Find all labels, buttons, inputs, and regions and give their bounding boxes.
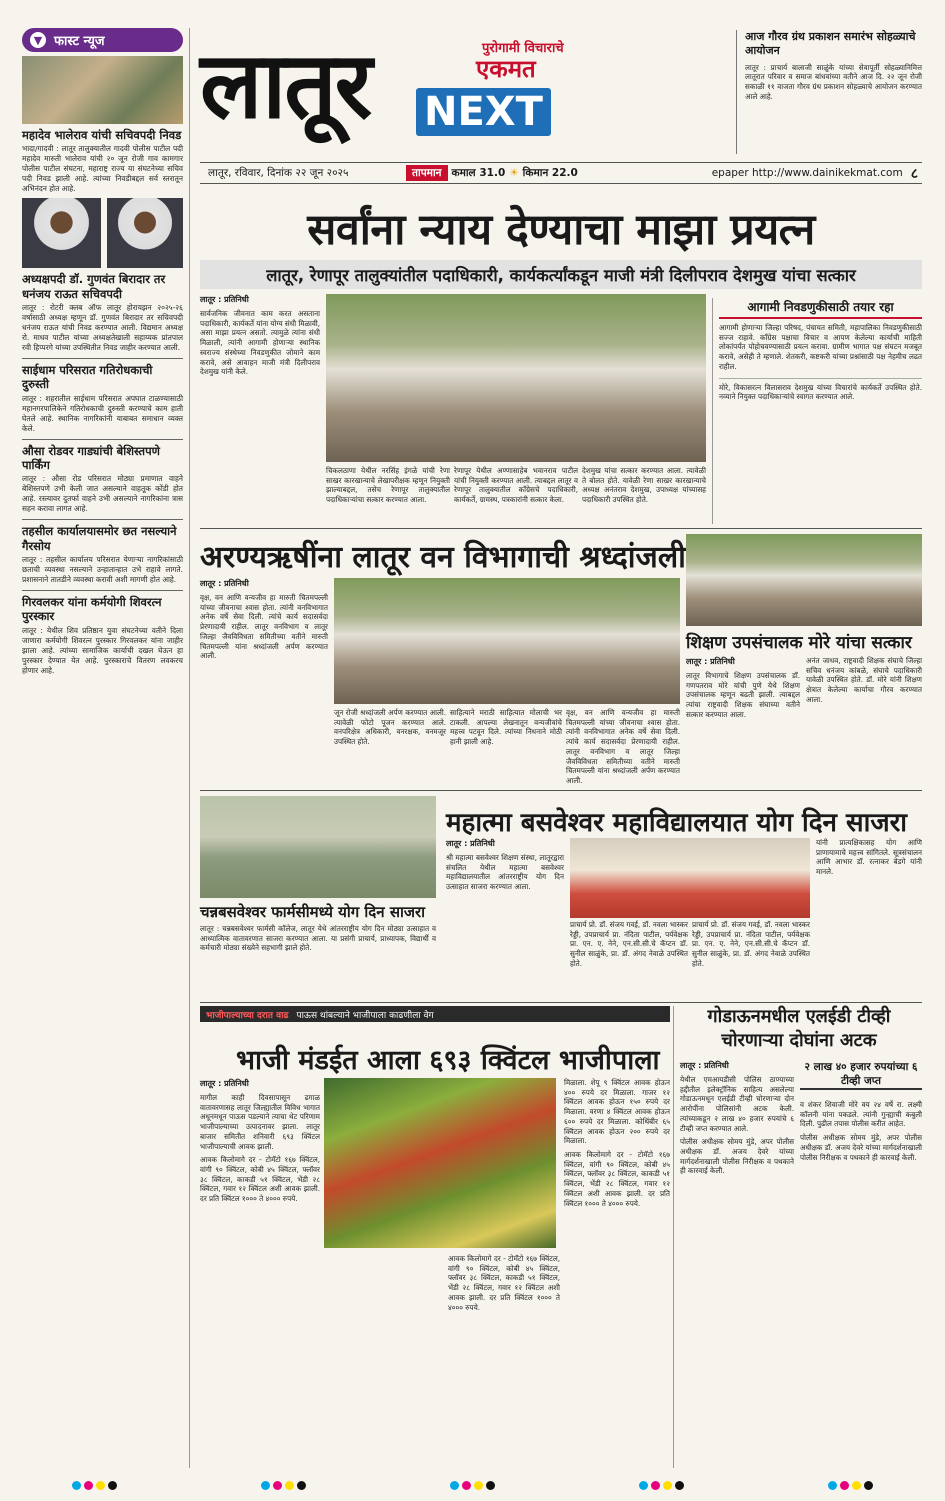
veg-kicker-bar bbox=[200, 1006, 670, 1022]
divider bbox=[22, 439, 183, 440]
yoga-body-column bbox=[816, 838, 922, 1000]
story-body: यांनी प्रात्यक्षिकासह योग आणि प्राणायामाचे महत्त्व सांगितले. सूत्रसंचालन आणि आभार डॉ. रत्नाकर बेडगे यांनी मानले. bbox=[816, 838, 922, 877]
teacher-body-column bbox=[806, 656, 922, 780]
lead-subhead: लातूर, रेणापूर तालुक्यांतील पदाधिकारी, कार्यकर्त्यांकडून माजी मंत्री दिलीपराव देशमुख यांचा सत्कार bbox=[200, 260, 922, 289]
temperature-label: तापमान bbox=[406, 165, 448, 181]
yoga-hall-photo bbox=[570, 838, 810, 918]
vegetable-market-photo bbox=[324, 1078, 556, 1248]
story-body: श्री महात्मा बसवेश्वर शिक्षण संस्था, लातूरद्वारा संचलित येथील महात्मा बसवेश्वर महाविद्यालयातील आंतरराष्ट्रीय योग दिन उत्साहात साजरा करण्यात आला. bbox=[446, 853, 564, 892]
lead-body-column bbox=[326, 466, 450, 524]
story-headline: अध्यक्षपदी डॉ. गुणवंत बिरादार तर धनंजय राऊत सचिवपदी bbox=[22, 272, 166, 301]
veg-body-column bbox=[200, 1078, 320, 1468]
veg-body-column bbox=[448, 1254, 560, 1468]
magenta-dot bbox=[273, 1481, 282, 1490]
theft-recovered-box bbox=[800, 1060, 922, 1094]
cyan-dot bbox=[261, 1481, 270, 1490]
yoga-body-column bbox=[570, 920, 688, 1000]
sun-icon: ☀ bbox=[509, 167, 519, 179]
lead-body-column bbox=[200, 294, 320, 520]
story-body: मागील काही दिवसापासून ढगाळ वातावरणासह लातूर जिल्ह्यातील विविध भागात अधूनमधून पाऊस पडल्याने त्याचा थेट परिणाम भाजीपाल्याच्या उत्पादनावर झाला. लातूर बाजार समितीत शनिवारी ६९३ क्विंटल भाजीपाल्याची आवक झाली. bbox=[200, 1093, 320, 1151]
theft-body-column bbox=[680, 1060, 794, 1468]
brand-tagline: पुरोगामी विचाराचे bbox=[482, 41, 564, 56]
recovered-note: २ लाख ४० हजार रुपयांच्या ६ टीव्ही जप्त bbox=[800, 1060, 922, 1090]
story-body: लातूर : चन्नबसवेश्वर फार्मसी कॉलेज, लातूर येथे आंतरराष्ट्रीय योग दिन मोठ्या उत्साहात व आध्यात्मिक वातावरणात साजरा करण्यात आला. या प्रसंगी प्राचार्य, प्राध्यापक, विद्यार्थी व कर्मचारी मोठ्या संख्येने सहभागी झाले होते. bbox=[200, 924, 436, 953]
black-dot bbox=[486, 1481, 495, 1490]
story-body: रेणापूर येथील अण्णासाहेब भवानराव पाटील यांची नियुक्ती करण्यात आली. त्याबद्दल लातूर व रेणापूर तालुक्यातील कॉंग्रेसचे पदाधिकारी, कार्यकर्ते, ग्रामस्थ, पत्रकारांनी सत्कार केला. bbox=[454, 466, 578, 505]
felicitation-photo bbox=[22, 56, 183, 124]
story-body: लातूर : तहसील कार्यालय परिसरात येणाऱ्या नागरिकांसाठी छताची व्यवस्था नसल्याने उन्हातान्हात उभे राहावे लागते. प्रशासनाने तातडीने व्यवस्था करावी अशी मागणी होत आहे. bbox=[22, 555, 183, 585]
divider bbox=[673, 1006, 674, 1468]
cyan-dot bbox=[639, 1481, 648, 1490]
byline: लातूर : प्रतिनिधी bbox=[200, 1079, 249, 1088]
lead-body-column bbox=[582, 466, 706, 524]
story-body: वृक्ष, वन आणि वन्यजीव हा मारुती चितमपल्ली यांच्या जीवनाचा श्वास होता. त्यांनी वनविभागात अनेक वर्षे सेवा दिली. त्यांचे कार्य सदासर्वदा प्रेरणादायी राहील. लातूर वनविभाग व लातूर जिल्हा जैवविविधता समितीच्या वतीने मारुती चितमपल्ली यांना श्रध्दांजली अर्पण करण्यात आली. bbox=[200, 593, 328, 661]
story-body: सार्वजनिक जीवनात काम करत असताना पदाधिकारी, कार्यकर्ते यांना योग्य संधी मिळावी, असा माझा प्रयत्न असतो. त्यामुळे त्यांना संधी मिळाली, त्यांनी आगामी होणाऱ्या स्थानिक स्वराज्य संस्थेच्या निवडणुकीत जोमाने काम करावे, असे आवाहन माजी मंत्री दिलीपराव देशमुख यांनी केले. bbox=[200, 309, 320, 377]
story-headline: साईधाम परिसरात गतिरोधकाची दुरुस्ती bbox=[22, 362, 153, 392]
byline: लातूर : प्रतिनिधी bbox=[686, 657, 735, 666]
story-body: पोलीस अधीक्षक सोमय मुंडे, अपर पोलीस अधीक्षक डॉ. अजय देवरे यांच्या मार्गदर्शनाखाली पोलीस निरीक्षक व पथकाने ही कारवाई केली. bbox=[680, 1137, 794, 1176]
forest-body-column bbox=[200, 578, 328, 774]
story-body: लातूर : शहरातील साईधाम परिसरात अपघात टाळण्यासाठी महानगरपालिकेने गतिरोधकाची दुरुस्ती करण्याचे काम हाती घेतले आहे. स्थानिक नागरिकांनी याबाबत समाधान व्यक्त केले. bbox=[22, 393, 183, 433]
divider bbox=[200, 790, 922, 791]
brand-name: एकमत bbox=[476, 55, 536, 83]
masthead-logo: लातूर bbox=[200, 32, 371, 139]
fast-news-banner bbox=[22, 28, 183, 52]
felicitation-photo bbox=[326, 294, 706, 462]
yoga-pharmacy-caption: चन्नबसवेश्वर फार्मसीमध्ये योग दिन साजरा bbox=[200, 903, 425, 921]
black-dot bbox=[675, 1481, 684, 1490]
cyan-dot bbox=[72, 1481, 81, 1490]
election-box bbox=[712, 298, 922, 524]
story-headline: गिरवलकर यांना कर्मयोगी शिवरत्न पुरस्कार bbox=[22, 595, 162, 624]
print-registration-marks bbox=[0, 1478, 945, 1492]
teacher-body-column bbox=[686, 656, 800, 780]
cyan-dot bbox=[828, 1481, 837, 1490]
divider bbox=[22, 358, 183, 359]
story-headline: महादेव भालेराव यांची सचिवपदी निवड bbox=[22, 128, 182, 142]
yellow-dot bbox=[96, 1481, 105, 1490]
story-body: पोलीस अधीक्षक सोमय मुंडे, अपर पोलीस अधीक्षक डॉ. अजय देवरे यांच्या मार्गदर्शनाखाली पोलीस निरीक्षक व पथकाने ही कारवाई केली. bbox=[800, 1133, 922, 1162]
chevron-down-icon: ▼ bbox=[30, 32, 46, 48]
page-number: ८ bbox=[910, 165, 918, 182]
magenta-dot bbox=[462, 1481, 471, 1490]
story-body: चिकलठाणा येथील नरसिंह इंगळे यांची रेणा साखर कारखान्याचे लेखापरीक्षक म्हणून नियुक्ती झाल्याबद्दल, तसेच रेणापूर तालुक्यातील पदाधिकाऱ्यांचा सत्कार करण्यात आला. bbox=[326, 466, 450, 505]
byline: लातूर : प्रतिनिधी bbox=[200, 295, 249, 304]
story-body: लातूर विभागाचे शिक्षण उपसंचालक डॉ. गणपतराव मोरे यांची पुणे येथे शिक्षण उपसंचालक म्हणून बढती झाली. त्याबद्दल त्यांचा राष्ट्रवादी शिक्षक संघाच्या वतीने सत्कार करण्यात आला. bbox=[686, 671, 800, 719]
black-dot bbox=[108, 1481, 117, 1490]
byline: लातूर : प्रतिनिधी bbox=[200, 579, 249, 588]
fast-news-label: फास्ट न्यूज bbox=[54, 34, 105, 49]
teacher-headline: शिक्षण उपसंचालक मोरे यांचा सत्कार bbox=[686, 633, 912, 653]
story-body: लातूर : येथील शिव प्रतिष्ठान युवा संघटनेच्या वतीने दिला जाणारा कर्मयोगी शिवरत्न पुरस्कार गिरवलकर यांना जाहीर झाला आहे. त्यांच्या सामाजिक कार्याची दखल घेऊन हा पुरस्कार देण्यात येत आहे. पुरस्काराचे वितरण लवकरच होणार आहे. bbox=[22, 625, 183, 675]
portrait-photo bbox=[22, 198, 101, 268]
story-body: भादा/गादवी : लातूर तालुक्यातील गादवी पोलीस पाटील पदी महादेव मारुती भालेराव यांची २० जून रोजी गाव कामगार पोलीस पाटील संघटना, महाराष्ट्र राज्य या संघटनेच्या सचिव पदी निवड झाली आहे. त्यांच्या निवडीबद्दल सर्व स्तरातून अभिनंदन होत आहे. bbox=[22, 144, 183, 194]
top-right-story bbox=[736, 30, 922, 154]
yoga-body-column bbox=[200, 924, 436, 1000]
story-body: लातूर : प्राचार्य बालाजी साळुंके यांच्या सेवापूर्ती सोहळ्यानिमित्त लातूरात परिवार व समाज बांधवांच्या वतीने आज दि. २२ जून रोजी सकाळी ११ वाजता गौरव ग्रंथ प्रकाशन सोहळ्याचे आयोजन करण्यात आले आहे. bbox=[745, 62, 922, 101]
temperature-max: कमाल 31.0 bbox=[451, 167, 506, 179]
forest-body-column bbox=[450, 708, 562, 778]
story-headline: तहसील कार्यालयासमोर छत नसल्याने गैरसोय bbox=[22, 524, 177, 553]
story-body: वृक्ष, वन आणि वन्यजीव हा मारुती चितमपल्ली यांच्या जीवनाचा श्वास होता. त्यांनी वनविभागात अनेक वर्षे सेवा दिली. त्यांचे कार्य सदासर्वदा प्रेरणादायी राहील. लातूर वनविभाग व लातूर जिल्हा जैवविविधता समितीच्या वतीने मारुती चितमपल्ली यांना श्रध्दांजली अर्पण करण्यात आली. bbox=[566, 708, 680, 786]
story-body: प्राचार्य प्रो. डॉ. संजय गवई, डॉ. नवला भास्कर रेड्डी, उपप्राचार्य प्रा. नंदिता पाटील, पर्यवेक्षक प्रा. एन. ए. नेने, एन.सी.सी.चे कॅप्टन डॉ. सुनील साळुंके, प्रा. डॉ. अंगद नेवाळे उपस्थित होते. bbox=[570, 920, 688, 968]
divider bbox=[22, 590, 183, 591]
kicker-red: भाजीपाल्याच्या दरात वाढ bbox=[206, 1010, 289, 1021]
veg-body-column bbox=[564, 1078, 670, 1468]
next-logo: NEXT bbox=[416, 88, 551, 136]
forest-body-column bbox=[334, 708, 446, 778]
story-headline: आगामी निवडणुकीसाठी तयार रहा bbox=[719, 298, 922, 319]
story-headline: आज गौरव ग्रंथ प्रकाशन समारंभ सोहळ्याचे आयोजन bbox=[745, 30, 916, 58]
story-body: मोरे, विकासरत्न विलासराव देशमुख यांच्या विचारांचे कार्यकर्ते उपस्थित होते. नव्याने नियुक्त पदाधिकाऱ्यांचे स्वागत करण्यात आले. bbox=[719, 378, 922, 402]
story-body: प्राचार्य प्रो. डॉ. संजय गवई, डॉ. नवला भास्कर रेड्डी, उपप्राचार्य प्रा. नंदिता पाटील, पर्यवेक्षक प्रा. एन. ए. नेने, एन.सी.सी.चे कॅप्टन डॉ. सुनील साळुंके, प्रा. डॉ. अंगद नेवाळे उपस्थित होते. bbox=[692, 920, 810, 968]
lead-body-column bbox=[454, 466, 578, 524]
magenta-dot bbox=[840, 1481, 849, 1490]
story-body: मिळाला. शेपू ९ क्विंटल आवक होऊन ४०० रुपये दर मिळाला. गाजर १२ क्विंटल आवक होऊन १५० रुपये दर मिळाला. वरणा ४ क्विंटल आवक होऊन ६०० रुपये दर मिळाला. कोथिंबीर ६५ क्विंटल आवक होऊन २०० रुपये दर मिळाला. bbox=[564, 1078, 670, 1146]
issue-date: लातूर, रविवार, दिनांक २२ जून २०२५ bbox=[208, 167, 349, 179]
story-body: देशमुख यांचा सत्कार करण्यात आला. त्यावेळी ते बोलत होते. यावेळी रेणा साखर कारखान्याचे अध्यक्ष अनंतराव देशमुख, उपाध्यक्ष यांच्यासह पदाधिकारी उपस्थित होते. bbox=[582, 466, 706, 505]
story-body: लातूर : रोटरी क्लब ऑफ लातूर होरायझन २०२५-२६ वर्षासाठी अध्यक्ष म्हणून डॉ. गुणवंत बिरादार तर सचिवपदी धनंजय राऊत यांची निवड करण्यात आली. विद्यमान अध्यक्ष रो. माधव पाटील यांच्या अध्यक्षतेखाली सहाय्यक प्रांतपाल रवी हिप्परगे यांच्या उपस्थितीत निवड जाहीर करण्यात आली. bbox=[22, 303, 183, 352]
divider bbox=[200, 528, 922, 529]
yellow-dot bbox=[663, 1481, 672, 1490]
story-body: साहित्याने मराठी साहित्यात मोलाची भर टाकली. आपल्या लेखनातून वन्यजीवांचे महत्त्व पटवून दिले. त्यांच्या निधनाने मोठी हानी झाली आहे. bbox=[450, 708, 562, 747]
theft-headline: गोडाऊनमधील एलईडी टीव्ही चोरणाऱ्या दोघांना अटक bbox=[707, 1006, 891, 1052]
lead-headline: सर्वांना न्याय देण्याचा माझा प्रयत्न bbox=[307, 205, 815, 255]
magenta-dot bbox=[651, 1481, 660, 1490]
byline: लातूर : प्रतिनिधी bbox=[680, 1061, 729, 1070]
cyan-dot bbox=[450, 1481, 459, 1490]
kicker-text: पाऊस थांबल्याने भाजीपाला काढणीला वेग bbox=[296, 1010, 434, 1021]
yoga-body-column bbox=[446, 838, 564, 1000]
story-body: आवक किलोमागे दर - टोमॅटो १६७ क्विंटल, वांगी ९० क्विंटल, कोबी ४५ क्विंटल, फ्लॉवर ३८ क्विंटल, काकडी ५१ क्विंटल, भेंडी २८ क्विंटल, गवार १२ क्विंटल अशी आवक झाली. दर प्रति क्विंटल १००० ते ४००० रुपये. bbox=[448, 1254, 560, 1312]
portrait-photo bbox=[107, 198, 183, 268]
divider bbox=[200, 1002, 922, 1003]
temperature-min: किमान 22.0 bbox=[522, 167, 578, 179]
yellow-dot bbox=[285, 1481, 294, 1490]
forest-headline: अरण्यऋषींना लातूर वन विभागाची श्रध्दांजली bbox=[200, 540, 686, 575]
dateline-bar bbox=[200, 162, 922, 184]
tribute-photo bbox=[334, 578, 680, 704]
magenta-dot bbox=[84, 1481, 93, 1490]
story-body: जून रोजी श्रध्दांजली अर्पण करण्यात आली. त्यावेळी फोटो पूजन करण्यात आले. वनपरिक्षेत्र अधिकारी, वनरक्षक, वनमजूर उपस्थित होते. bbox=[334, 708, 446, 747]
byline: लातूर : प्रतिनिधी bbox=[446, 839, 495, 848]
yoga-photo bbox=[200, 796, 436, 898]
yellow-dot bbox=[852, 1481, 861, 1490]
story-body: येथील एमआयडीसी पोलिस ठाण्याच्या हद्दीतील इलेक्ट्रॉनिक साहित्य असलेल्या गोडाऊनमधून एलईडी टीव्ही चोरणाऱ्या दोन आरोपींना पोलिसांनी अटक केली. त्यांच्याकडून २ लाख ४० हजार रुपयांचे ६ टीव्ही जप्त करण्यात आले. bbox=[680, 1075, 794, 1133]
portrait-row bbox=[22, 198, 183, 268]
story-body: आवक किलोमागे दर - टोमॅटो १६७ क्विंटल, वांगी ९० क्विंटल, कोबी ४५ क्विंटल, फ्लॉवर ३८ क्विंटल, काकडी ५१ क्विंटल, भेंडी २८ क्विंटल, गवार १२ क्विंटल अशी आवक झाली. दर प्रति क्विंटल १००० ते ४००० रुपये. bbox=[564, 1150, 670, 1208]
story-body: आगामी होणाऱ्या जिल्हा परिषद, पंचायत समिती, महापालिका निवडणुकीसाठी सज्ज राहावे. कॉंग्रेस पक्षाचा विचार व आपण केलेल्या कार्याची माहिती लोकांपर्यंत पोहोचवण्यासाठी प्रयत्न करावा. ग्रामीण भागात पक्ष संघटन मजबूत करावे, असेही ते म्हणाले. शेतकरी, कष्टकरी यांच्या प्रश्नांसाठी पक्ष नेहमीच लढत राहील. bbox=[719, 323, 922, 371]
story-body: लातूर : औसा रोड परिसरात मोठ्या प्रमाणात वाहने बेशिस्तपणे उभी केली जात असल्याने वाहतूक कोंडी होत आहे. रस्त्यावर दुतर्फा वाहने उभी असल्याने नागरिकांना त्रास सहन करावा लागत आहे. bbox=[22, 474, 183, 514]
epaper-link[interactable]: epaper http://www.dainikekmat.com bbox=[711, 167, 903, 179]
yoga-body-column bbox=[692, 920, 810, 1000]
story-body: व शंकर शिवाजी मोरे वय २४ वर्षे रा. लक्ष्मी कॉलनी यांना पकडले. त्यांनी गुन्ह्याची कबुली दिली. पुढील तपास पोलीस करीत आहेत. bbox=[800, 1100, 922, 1129]
yoga-college-headline: महात्मा बसवेश्वर महाविद्यालयात योग दिन साजरा bbox=[446, 808, 907, 838]
story-body: अनंत जाधव, राष्ट्रवादी शिक्षक संघाचे जिल्हा सचिव धनंजय कांबळे, संघाचे पदाधिकारी यावेळी उपस्थित होते. डॉ. मोरे यांनी शिक्षण क्षेत्रात केलेल्या कार्याचा गौरव करण्यात आला. bbox=[806, 656, 922, 704]
left-column bbox=[22, 28, 190, 1468]
veg-headline: भाजी मंडईत आला ६९३ क्विंटल भाजीपाला bbox=[236, 1045, 660, 1076]
theft-body-column bbox=[800, 1100, 922, 1468]
story-body: आवक किलोमागे दर - टोमॅटो १६७ क्विंटल, वांगी ९० क्विंटल, कोबी ४५ क्विंटल, फ्लॉवर ३८ क्विंटल, काकडी ५१ क्विंटल, भेंडी २८ क्विंटल, गवार १२ क्विंटल अशी आवक झाली. दर प्रति क्विंटल १००० ते ४००० रुपये. bbox=[200, 1155, 320, 1204]
black-dot bbox=[864, 1481, 873, 1490]
black-dot bbox=[297, 1481, 306, 1490]
forest-body-column bbox=[566, 708, 680, 786]
yellow-dot bbox=[474, 1481, 483, 1490]
teacher-felicitation-photo bbox=[686, 534, 922, 626]
divider bbox=[22, 519, 183, 520]
story-headline: औसा रोडवर गाड्यांची बेशिस्तपणे पार्किंग bbox=[22, 443, 160, 473]
